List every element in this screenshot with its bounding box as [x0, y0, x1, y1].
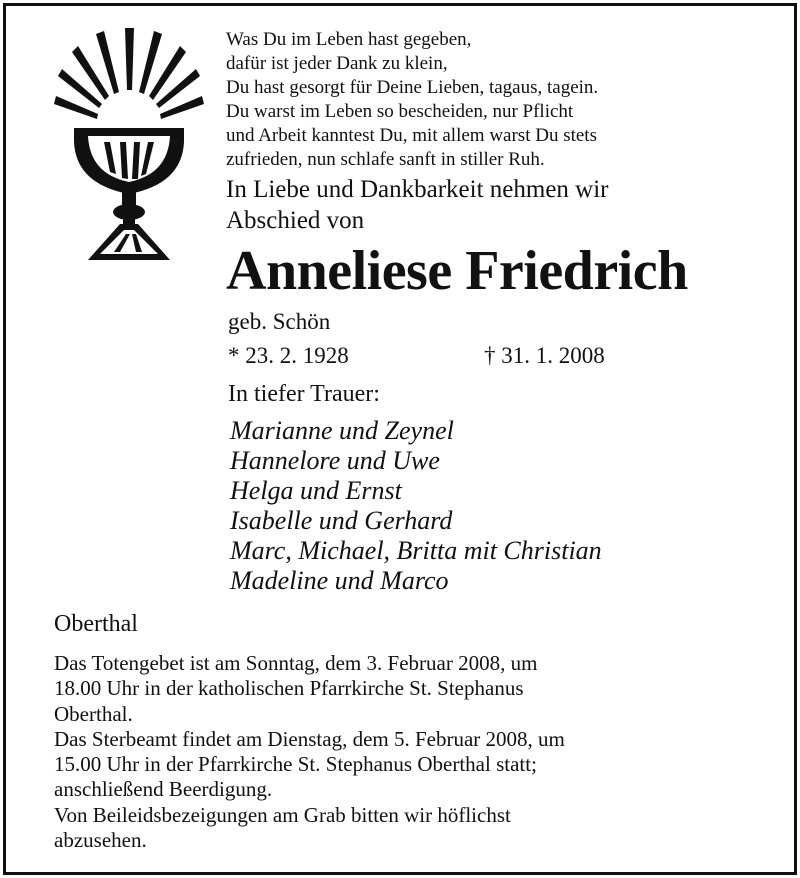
mourner-entry: Helga und Ernst	[230, 476, 402, 505]
details-line: 18.00 Uhr in der katholischen Pfarrkirche St. Stephanus	[54, 676, 524, 701]
mourner-entry: Marc, Michael, Britta mit Christian	[230, 536, 602, 565]
details-line: abzusehen.	[54, 828, 147, 853]
details-line: anschließend Beerdigung.	[54, 777, 273, 802]
mourner-entry: Marianne und Zeynel	[230, 416, 454, 445]
poem-line: Du hast gesorgt für Deine Lieben, tagaus, tagein.	[226, 77, 599, 98]
intro-line: Abschied von	[226, 207, 365, 234]
deceased-name: Anneliese Friedrich	[226, 240, 688, 302]
mourners-list	[230, 416, 602, 596]
mourner-entry: Hannelore und Uwe	[230, 446, 440, 475]
poem-line: dafür ist jeder Dank zu klein,	[226, 53, 448, 74]
poem-line: Was Du im Leben hast gegeben,	[226, 29, 472, 50]
intro-line: In Liebe und Dankbarkeit nehmen wir	[226, 176, 609, 203]
poem-line: und Arbeit kanntest Du, mit allem warst Du stets	[226, 125, 597, 146]
details-line: Das Sterbeamt findet am Dienstag, dem 5. Februar 2008, um	[54, 726, 565, 751]
poem-line: Du warst im Leben so bescheiden, nur Pflicht	[226, 101, 574, 122]
details-line: Oberthal.	[54, 701, 133, 726]
obituary-notice	[3, 3, 797, 875]
maiden-name: geb. Schön	[228, 309, 331, 334]
birth-date: * 23. 2. 1928	[228, 343, 349, 368]
chalice-icon	[54, 24, 204, 264]
mourner-entry: Isabelle und Gerhard	[230, 506, 453, 535]
service-details	[54, 651, 565, 853]
place-name: Oberthal	[54, 611, 138, 637]
details-line: Von Beileidsbezeigungen am Grab bitten wir höflichst	[54, 802, 511, 827]
farewell-intro	[226, 174, 609, 236]
death-date: † 31. 1. 2008	[484, 343, 605, 368]
details-line: Das Totengebet ist am Sonntag, dem 3. Februar 2008, um	[54, 651, 538, 675]
poem-line: zufrieden, nun schlafe sanft in stiller Ruh.	[226, 149, 545, 170]
mourning-title: In tiefer Trauer:	[228, 381, 380, 407]
details-line: 15.00 Uhr in der Pfarrkirche St. Stephanus Oberthal statt;	[54, 752, 537, 777]
poem	[226, 28, 598, 172]
mourner-entry: Madeline und Marco	[230, 566, 449, 595]
